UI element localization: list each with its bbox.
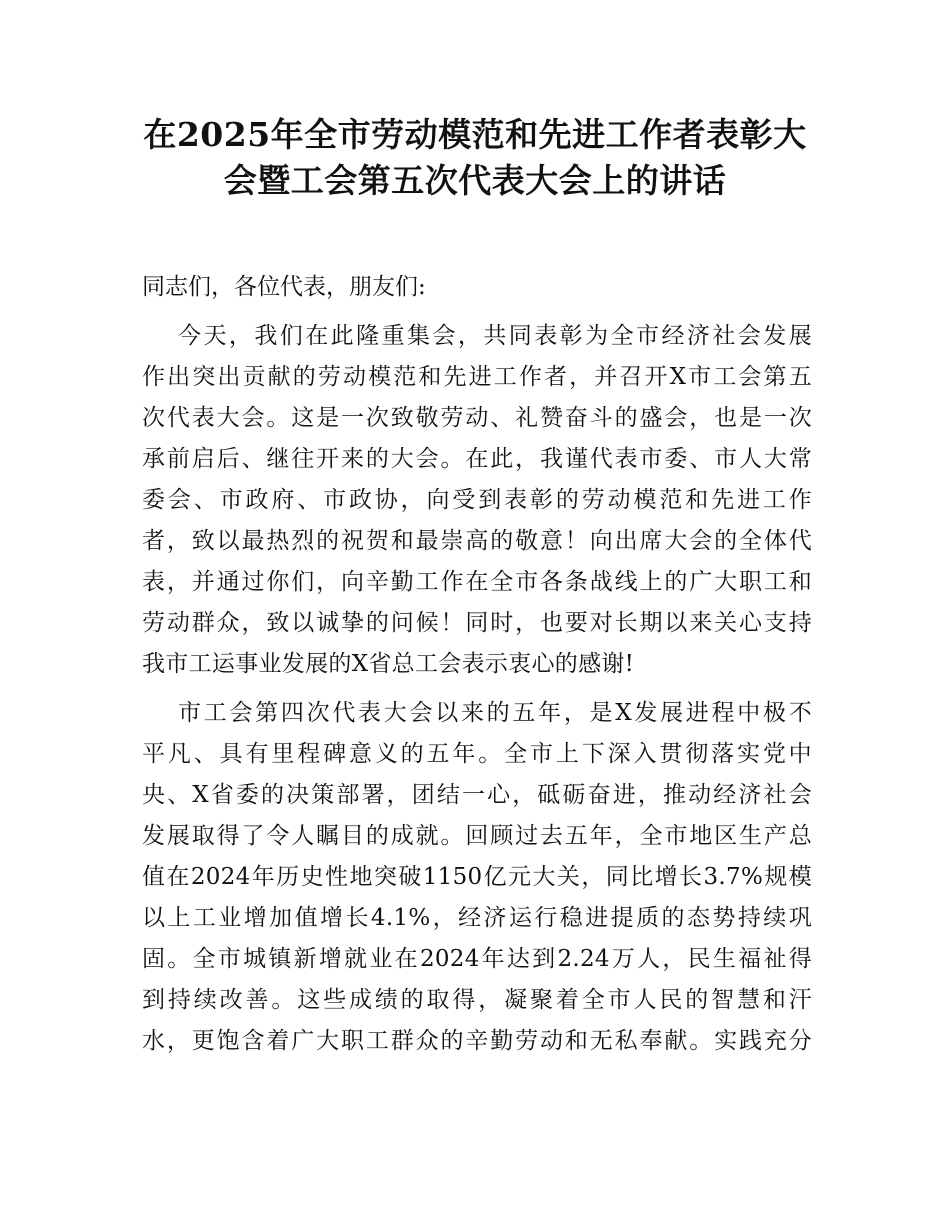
paragraph-line: 今天，我们在此隆重集会，共同表彰为全市经济社会发展 [178,323,812,349]
paragraph-line: 作出突出贡献的劳动模范和先进工作者，并召开X市工会第五 [142,364,812,390]
title-line-1: 在2025年全市劳动模范和先进工作者表彰大 [143,115,807,154]
paragraph-spacer [142,685,812,693]
paragraph-line: 表，并通过你们，向辛勤工作在全市各条战线上的广大职工和 [142,569,812,595]
paragraph-line: 发展取得了令人瞩目的成就。回顾过去五年，全市地区生产总 [142,823,812,849]
paragraph-line: 者，致以最热烈的祝贺和最崇高的敬意！向出席大会的全体代 [142,528,812,554]
paragraph-line: 水，更饱含着广大职工群众的辛勤劳动和无私奉献。实践充分 [142,1028,812,1054]
paragraph-line: 平凡、具有里程碑意义的五年。全市上下深入贯彻落实党中 [142,741,812,767]
salutation: 同志们，各位代表，朋友们: [142,274,426,300]
paragraph-line: 次代表大会。这是一次致敬劳动、礼赞奋斗的盛会，也是一次 [142,405,812,431]
paragraph-line: 我市工运事业发展的X省总工会表示衷心的感谢! [142,651,635,677]
paragraph-line: 市工会第四次代表大会以来的五年，是X发展进程中极不 [178,700,812,726]
paragraph-line: 委会、市政府、市政协，向受到表彰的劳动模范和先进工作 [142,487,812,513]
title-line-2: 会暨工会第五次代表大会上的讲话 [223,161,727,200]
paragraph-line: 值在2024年历史性地突破1150亿元大关，同比增长3.7%规模 [142,864,812,890]
paragraph-2 [142,693,812,1062]
paragraph-1 [142,316,812,685]
paragraph-line: 承前启后、继往开来的大会。在此，我谨代表市委、市人大常 [142,446,812,472]
paragraph-line: 央、X省委的决策部署，团结一心，砥砺奋进，推动经济社会 [142,782,812,808]
paragraph-line: 以上工业增加值增长4.1%，经济运行稳进提质的态势持续巩 [142,905,812,931]
page-title [120,112,830,204]
paragraph-line: 固。全市城镇新增就业在2024年达到2.24万人，民生福祉得 [142,946,812,972]
document-body [142,267,812,1062]
paragraph-spacer [142,308,812,316]
paragraph-line: 劳动群众，致以诚挚的问候！同时，也要对长期以来关心支持 [142,610,812,636]
paragraph-line: 到持续改善。这些成绩的取得，凝聚着全市人民的智慧和汗 [142,987,812,1013]
